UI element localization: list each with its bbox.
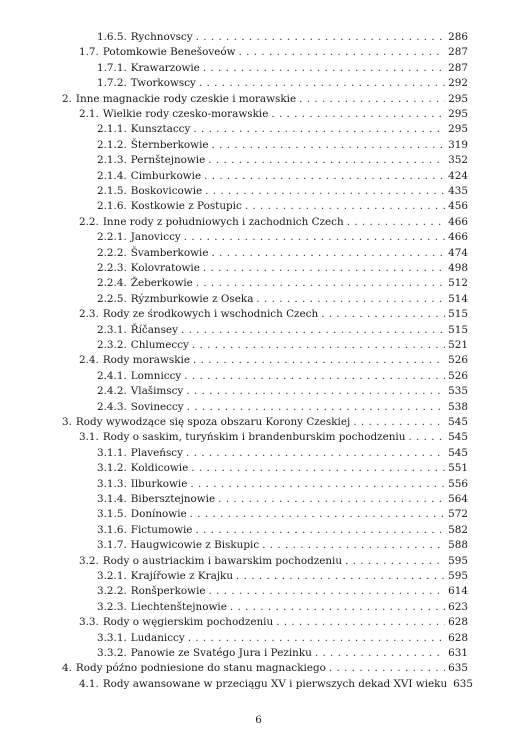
- toc-entry-page: 515: [448, 308, 468, 321]
- toc-entry: [62, 661, 468, 676]
- toc-entry: [79, 215, 468, 230]
- toc-entry-title: Panowie ze Svatégo Jura i Pezinku: [130, 647, 312, 659]
- toc-entry-title: Rody o saskim, turyńskim i brandenburskim pochodzeniu: [102, 431, 406, 444]
- toc-entry: [97, 153, 468, 168]
- dot-leader: [192, 338, 445, 353]
- toc-entry-title: Pernštejnowie: [130, 154, 206, 167]
- toc-entry-page: 512: [448, 277, 468, 290]
- toc-entry-title: Potomkowie Benešoveów: [102, 46, 236, 59]
- toc-entry: [97, 400, 468, 415]
- toc-entry-page: 286: [448, 31, 468, 43]
- dot-leader: [211, 246, 445, 261]
- dot-leader: [276, 615, 445, 630]
- toc-entry: [97, 199, 468, 214]
- toc-entry-number: 4.1.: [79, 677, 99, 690]
- toc-entry-number: 3.1.5.: [97, 508, 127, 521]
- toc-entry: [97, 477, 468, 492]
- toc-entry-page: 521: [448, 339, 468, 351]
- toc-entry-number: 2.4.3.: [97, 400, 127, 413]
- toc-entry-title: Vlašimscy: [130, 385, 184, 398]
- toc-entry-page: 295: [448, 108, 468, 120]
- toc-entry-page: 556: [448, 477, 468, 490]
- toc-entry-page: 538: [448, 400, 468, 413]
- toc-entry-page: 287: [448, 46, 468, 59]
- toc-entry-title: Rody późno podniesione do stanu magnackiego: [75, 662, 326, 675]
- toc-entry: [97, 246, 468, 261]
- toc-entry-page: 545: [448, 446, 468, 459]
- toc-entry: [79, 677, 474, 692]
- toc-entry: [97, 507, 468, 522]
- toc-entry-page: 631: [448, 647, 468, 659]
- toc-entry-title: Inne magnackie rody czeskie i morawskie: [75, 92, 297, 105]
- toc-entry-number: 2.1.: [79, 108, 99, 120]
- dot-leader: [329, 661, 445, 676]
- toc-entry-page: 526: [448, 369, 468, 382]
- toc-entry-page: 526: [448, 354, 468, 367]
- toc-entry-number: 3.2.2.: [97, 585, 127, 598]
- toc-entry: [97, 523, 468, 538]
- toc-entry: [97, 292, 468, 307]
- toc-entry-number: 2.1.2.: [97, 138, 127, 151]
- toc-entry-number: 2.1.4.: [97, 169, 127, 182]
- toc-entry-title: Janoviccy: [130, 231, 181, 244]
- dot-leader: [353, 415, 445, 430]
- toc-entry-number: 2.2.2.: [97, 246, 127, 259]
- dot-leader: [347, 215, 445, 230]
- dot-leader: [212, 138, 446, 153]
- toc-entry: [79, 107, 468, 122]
- toc-entry-title: Donínowie: [130, 508, 187, 521]
- dot-leader: [191, 461, 445, 476]
- toc-entry-page: 551: [448, 462, 468, 475]
- toc-entry-title: Rýzmburkowie z Oseka: [130, 292, 254, 305]
- toc-entry-number: 2.1.6.: [97, 200, 127, 213]
- toc-entry-page: 545: [448, 431, 468, 444]
- toc-entry-number: 2.2.3.: [97, 262, 127, 274]
- toc-entry-title: Haugwicowie z Biskupic: [130, 539, 260, 552]
- toc-entry: [79, 45, 468, 60]
- toc-entry: [97, 384, 468, 399]
- toc-entry-page: 635: [448, 662, 468, 675]
- toc-entry-page: 352: [448, 154, 468, 167]
- toc-entry-title: Chlumeccy: [130, 339, 189, 351]
- toc-entry-number: 3.3.1.: [97, 631, 127, 644]
- toc-entry-title: Říčansey: [130, 323, 178, 336]
- toc-entry-number: 3.1.: [79, 431, 99, 444]
- dot-leader: [203, 61, 445, 76]
- toc-entry-page: 514: [448, 292, 468, 305]
- toc-entry-title: Rychnovscy: [130, 31, 193, 43]
- dot-leader: [190, 477, 445, 492]
- toc-entry-title: Lomniccy: [130, 369, 182, 382]
- toc-entry-title: Rody o węgierskim pochodzeniu: [102, 616, 274, 629]
- toc-entry: [79, 307, 468, 322]
- dot-leader: [236, 569, 445, 584]
- toc-entry-page: 292: [448, 77, 468, 90]
- dot-leader: [262, 538, 445, 553]
- toc-entry: [79, 554, 468, 569]
- toc-entry: [97, 184, 468, 199]
- toc-entry-title: Kostkowie z Postupic: [130, 200, 242, 213]
- toc-entry-number: 2.2.1.: [97, 231, 127, 244]
- dot-leader: [190, 507, 445, 522]
- dot-leader: [188, 631, 445, 646]
- toc-entry-title: Plaveńscy: [130, 446, 183, 459]
- toc-entry-number: 1.6.5.: [97, 31, 127, 43]
- toc-entry-page: 319: [448, 138, 468, 151]
- toc-entry-title: Ludaniccy: [130, 631, 185, 644]
- toc-entry: [79, 615, 468, 630]
- toc-entry-title: Rody awansowane w przeciągu XV i pierwszych dekad XVI wieku: [102, 677, 448, 690]
- dot-leader: [345, 554, 445, 569]
- toc-entry-page: 456: [448, 200, 468, 213]
- dot-leader: [193, 122, 445, 137]
- toc-entry-page: 582: [448, 523, 468, 536]
- toc-entry-title: Rody morawskie: [102, 354, 190, 367]
- toc-entry-number: 3.1.3.: [97, 477, 127, 490]
- toc-entry: [97, 138, 468, 153]
- dot-leader: [193, 353, 445, 368]
- dot-leader: [321, 307, 445, 322]
- toc-entry-number: 2.3.1.: [97, 323, 127, 336]
- toc-entry-number: 3.1.2.: [97, 462, 127, 475]
- toc-entry: [97, 631, 468, 646]
- toc-entry-title: Boskovicowie: [130, 185, 203, 197]
- dot-leader: [408, 430, 445, 445]
- toc-entry: [97, 261, 468, 276]
- dot-leader: [184, 230, 445, 245]
- toc-entry: [97, 230, 468, 245]
- toc-entry: [79, 353, 468, 368]
- toc-entry: [97, 446, 468, 461]
- dot-leader: [205, 184, 445, 199]
- toc-entry: [97, 30, 468, 45]
- toc-entry-page: 287: [448, 61, 468, 74]
- toc-entry-number: 2.1.5.: [97, 185, 127, 197]
- dot-leader: [199, 76, 445, 91]
- toc-entry-title: Fictumowie: [130, 523, 193, 536]
- toc-entry: [97, 276, 468, 291]
- toc-entry-page: 572: [448, 508, 468, 521]
- dot-leader: [196, 30, 446, 45]
- toc-entry-number: 1.7.2.: [97, 77, 127, 90]
- toc-entry: [97, 338, 468, 353]
- toc-entry-page: 295: [448, 123, 468, 136]
- dot-leader: [181, 323, 445, 338]
- toc-entry-number: 3.1.4.: [97, 493, 127, 505]
- dot-leader: [315, 646, 445, 661]
- toc-entry-number: 2.2.4.: [97, 277, 127, 290]
- toc-entry-number: 2.2.5.: [97, 292, 127, 305]
- toc-entry-page: 466: [448, 215, 468, 228]
- toc-entry-number: 3.: [62, 416, 72, 428]
- dot-leader: [204, 169, 445, 184]
- toc-entry: [97, 61, 468, 76]
- toc-entry-page: 295: [448, 92, 468, 105]
- toc-entry-number: 2.3.2.: [97, 339, 127, 351]
- toc-entry-number: 3.2.3.: [97, 600, 127, 613]
- toc-entry: [97, 369, 468, 384]
- page-number: 6: [255, 714, 262, 726]
- toc-entry-page: 635: [453, 677, 474, 690]
- toc-entry-title: Ronšperkowie: [130, 585, 206, 598]
- toc-entry-page: 595: [448, 554, 468, 567]
- toc-entry-title: Ilburkowie: [130, 477, 188, 490]
- toc-entry-number: 3.1.1.: [97, 446, 127, 459]
- dot-leader: [218, 492, 445, 507]
- dot-leader: [184, 369, 445, 384]
- toc-entry-title: Šternberkowie: [130, 138, 209, 151]
- toc-entry-number: 2.3.: [79, 308, 99, 321]
- toc-entry-page: 466: [448, 231, 468, 244]
- toc-entry-number: 3.1.6.: [97, 523, 127, 536]
- toc-entry-title: Tworkowscy: [130, 77, 196, 90]
- toc-entry: [97, 538, 468, 553]
- toc-entry-title: Rody ze środkowych i wschodnich Czech: [102, 308, 319, 321]
- toc-entry-number: 2.2.: [79, 215, 99, 228]
- toc-entry-title: Koldicowie: [130, 462, 189, 475]
- dot-leader: [230, 600, 445, 615]
- toc-entry-title: Krajířowie z Krajku: [130, 570, 234, 582]
- toc-entry-number: 2.4.2.: [97, 385, 127, 398]
- toc-entry: [79, 430, 468, 445]
- toc-entry-title: Rody wywodzące się spoza obszaru Korony Czeskiej: [75, 416, 351, 428]
- toc-entry-page: 623: [448, 600, 468, 613]
- toc-entry-page: 435: [448, 185, 468, 197]
- dot-leader: [196, 276, 445, 291]
- toc-entry: [97, 492, 468, 507]
- toc-entry-number: 2.: [62, 92, 72, 105]
- toc-entry-title: Kunsztaccy: [130, 123, 191, 136]
- toc-entry-page: 628: [448, 631, 468, 644]
- toc-entry-title: Švamberkowie: [130, 246, 209, 259]
- toc-entry-page: 628: [448, 616, 468, 629]
- toc-entry-title: Rody o austriackim i bawarskim pochodzeniu: [102, 554, 343, 567]
- dot-leader: [239, 45, 446, 60]
- dot-leader: [299, 92, 445, 107]
- toc-entry: [97, 169, 468, 184]
- toc-entry-number: 1.7.1.: [97, 61, 127, 74]
- dot-leader: [195, 523, 445, 538]
- toc-entry-number: 3.3.2.: [97, 647, 127, 659]
- toc-entry-title: Kolovratowie: [130, 262, 200, 274]
- dot-leader: [186, 384, 445, 399]
- toc-entry-number: 2.1.3.: [97, 154, 127, 167]
- toc-entry-number: 3.1.7.: [97, 539, 127, 552]
- toc-entry: [97, 646, 468, 661]
- dot-leader: [245, 199, 445, 214]
- toc-entry-title: Krawarzowie: [130, 61, 200, 74]
- toc-entry-number: 4.: [62, 662, 72, 675]
- toc-entry: [97, 600, 468, 615]
- toc-entry-title: Inne rody z południowych i zachodnich Czech: [102, 215, 344, 228]
- toc-entry-page: 564: [448, 493, 468, 505]
- toc-entry-number: 1.7.: [79, 46, 99, 59]
- toc-entry-number: 3.3.: [79, 616, 99, 629]
- toc-entry-page: 535: [448, 385, 468, 398]
- toc-entry-page: 498: [448, 262, 468, 274]
- toc-entry: [97, 569, 468, 584]
- toc-entry: [62, 415, 468, 430]
- toc-entry-title: Liechtenštejnowie: [130, 600, 227, 613]
- dot-leader: [203, 261, 445, 276]
- toc-entry-page: 474: [448, 246, 468, 259]
- toc-entry: [97, 584, 468, 599]
- toc-entry: [97, 323, 468, 338]
- toc-entry-page: 595: [448, 570, 468, 582]
- toc-entry-title: Bibersztejnowie: [130, 493, 216, 505]
- dot-leader: [256, 292, 445, 307]
- toc-entry: [62, 92, 468, 107]
- toc-entry-number: 3.2.: [79, 554, 99, 567]
- toc-entry-number: 2.1.1.: [97, 123, 127, 136]
- toc-entry: [97, 461, 468, 476]
- toc-entry-page: 588: [448, 539, 468, 552]
- toc-entry-number: 2.4.: [79, 354, 99, 367]
- toc-entry-title: Cimburkowie: [130, 169, 202, 182]
- dot-leader: [186, 446, 445, 461]
- toc-entry-title: Sovineccy: [130, 400, 184, 413]
- toc-entry-title: Žeberkowie: [130, 277, 193, 290]
- dot-leader: [271, 107, 445, 122]
- toc-entry-page: 424: [448, 169, 468, 182]
- dot-leader: [209, 584, 446, 599]
- dot-leader: [208, 153, 445, 168]
- toc-entry: [97, 76, 468, 91]
- toc-entry: [97, 122, 468, 137]
- toc-entry-number: 2.4.1.: [97, 369, 127, 382]
- toc-entry-number: 3.2.1.: [97, 570, 127, 582]
- dot-leader: [187, 400, 445, 415]
- toc-entry-title: Wielkie rody czesko-morawskie: [102, 108, 269, 120]
- toc-entry-page: 614: [448, 585, 468, 598]
- toc-entry-page: 515: [448, 323, 468, 336]
- toc-entry-page: 545: [448, 416, 468, 428]
